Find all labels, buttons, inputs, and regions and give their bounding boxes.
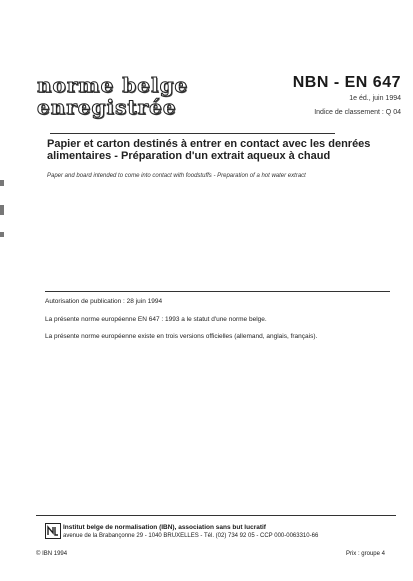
versions-paragraph: La présente norme européenne existe en trois versions officielles (allemand, anglais, français). [45, 333, 318, 340]
brand-line-1: norme belge [37, 73, 189, 97]
edition-date: 1e éd., juin 1994 [349, 95, 401, 102]
copyright: © IBN 1994 [36, 551, 68, 557]
binding-mark [0, 205, 4, 215]
binding-mark [0, 232, 4, 237]
status-paragraph: La présente norme européenne EN 647 : 1993 a le statut d'une norme belge. [45, 316, 267, 323]
price-group: Prix : groupe 4 [345, 551, 385, 557]
ibn-logo-icon [45, 523, 61, 539]
body-rule-top [45, 291, 390, 292]
document-title-english: Paper and board intended to come into contact with foodstuffs - Preparation of a hot water extract [47, 173, 306, 179]
institute-address: avenue de la Brabançonne 29 - 1040 BRUXELLES - Tél. (02) 734 92 05 - CCP 000-0063310-66 [63, 533, 319, 539]
standard-number: NBN - EN 647 [292, 74, 401, 91]
title-rule-top [50, 133, 335, 134]
footer-rule [36, 515, 396, 516]
brand-logotype [37, 74, 188, 118]
publication-authorization: Autorisation de publication : 28 juin 1994 [45, 298, 163, 305]
brand-line-2: enregistrée [37, 95, 177, 119]
binding-mark [0, 180, 4, 186]
institute-name: Institut belge de normalisation (IBN), association sans but lucratif [63, 524, 266, 531]
classification-index: Indice de classement : Q 04 [314, 109, 401, 116]
document-title-french: Papier et carton destinés à entrer en contact avec les denrées alimentaires - Préparation d'un extrait aqueux à chaud [47, 138, 371, 162]
